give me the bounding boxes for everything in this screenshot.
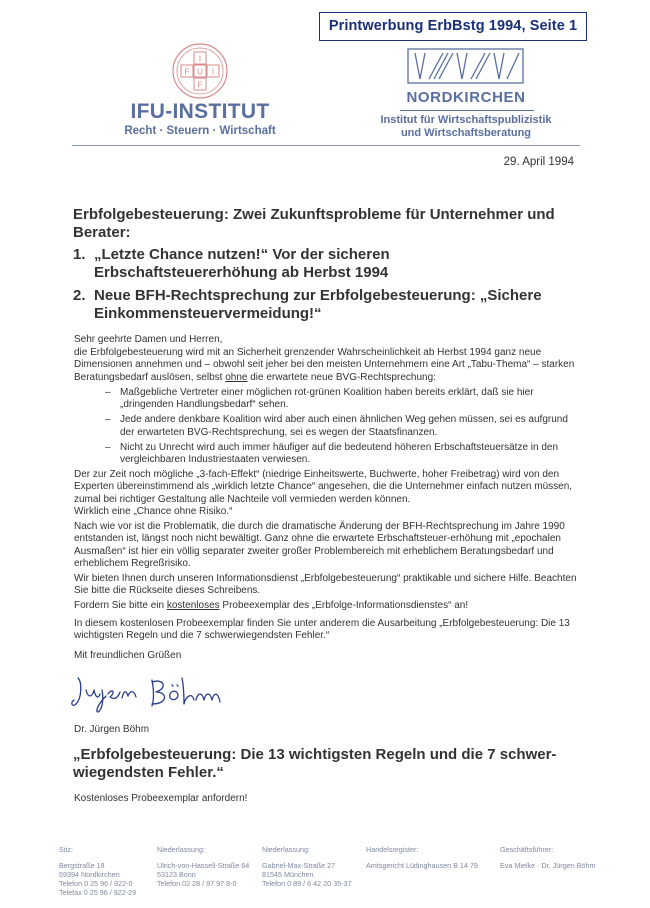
bullet-item: – Jede andere denkbare Koalition wird aber auch einen ähnlichen Weg gehen müssen, sei es aufgrund der erwarteten BVG-Rechtsprechung, sei es wegen der Staatsfinanzen. (105, 414, 575, 439)
nordkirchen-logo-name: NORDKIRCHEN (406, 89, 526, 106)
paragraph-bfh: Nach wie vor ist die Problematik, die durch die dramatische Änderung der BFH-Rechtsprechung im Jahre 1990 entstanden ist, längst noch nicht bewältigt. Ganz ohne die erwartete Erbschaftsteuer-erhöhung mit „epochalen Ausmaßen“ ist hier ein völlig separater zweiter großer Problembereich mit erheblichem Beratungsbedarf und erheblichem Regreßrisiko. (74, 521, 565, 570)
emblem-letter: U (197, 67, 203, 77)
bottom-heading: „Erbfolgebesteuerung: Die 13 wichtigsten Regeln und die 7 schwer-wiegendsten Fehler.“ (73, 746, 557, 781)
footer-line: Bergstraße 18 (59, 861, 105, 870)
print-ad-stamp: Printwerbung ErbBstg 1994, Seite 1 (319, 12, 587, 41)
header-rule (72, 145, 580, 146)
emblem-letter: F (197, 80, 203, 90)
subtitle-line-2: und Wirtschaftsberatung (400, 127, 532, 139)
signer-name: Dr. Jürgen Böhm (74, 724, 150, 735)
closing: Mit freundlichen Grüßen (74, 650, 182, 661)
footer-col-handelsregister (366, 845, 496, 870)
intro-underlined: ohne (225, 371, 248, 383)
footer-line: 53123 Bonn (157, 870, 196, 879)
footer-line: Telefon 0 25 96 / 922-0 (59, 879, 133, 888)
footer-label: Sitz: (59, 845, 73, 854)
nordkirchen-logo-mark (407, 47, 524, 85)
ifu-emblem-logo (171, 42, 229, 100)
heading-item-2 (73, 287, 573, 323)
ifu-logo-name: IFU-INSTITUT (130, 100, 270, 123)
emblem-letter: F (184, 67, 190, 77)
footer-line: Telefon 0 89 / 6 42 20 35-37 (262, 879, 352, 888)
heading-text: „Letzte Chance nutzen!“ Vor der sicheren Erbschaftsteuererhöhung ab Herbst 1994 (94, 246, 390, 281)
subtitle-line-1: Institut für Wirtschaftspublizistik (380, 114, 552, 126)
logo-divider (400, 110, 534, 111)
intro-text: die Erbfolgebesteuerung wird mit an Sicherheit grenzender Wahrscheinlichkeit ab Herbst 1994 ganz neue Dimensionen annehmen und – obwohl seit jeher bei den meisten Unternehmern eine Art „Tabu-Thema“ – starken Beratungsbedarf auslösen, selbst (74, 347, 575, 383)
bullet-item: – Nicht zu Unrecht wird auch immer häufiger auf die bedeutend höheren Erbschaftsteuersätze in den vergleichbaren Industriestaaten verwiesen. (105, 442, 575, 467)
salutation: Sehr geehrte Damen und Herren, (74, 334, 223, 345)
footer-line: 81545 München (262, 870, 314, 879)
heading-text: Neue BFH-Rechtsprechung zur Erbfolgebesteuerung: „Sichere Einkommensteuervermeidung!“ (94, 287, 542, 322)
footer-label: Handelsregister: (366, 845, 419, 854)
footer-label: Niederlassung: (262, 845, 310, 854)
heading-number: 2. (73, 287, 86, 304)
footer-line: Telefax 0 25 96 / 922-29 (59, 888, 137, 897)
bullet-item: – Maßgebliche Vertreter einer möglichen rot-grünen Koalition haben bereits erklärt, daß sie hier „dringenden Handlungsbedarf“ sehen. (105, 387, 575, 412)
paragraph-inside: In diesem kostenlosen Probeexemplar finden Sie unter anderem die Ausarbeitung „Erbfolgebesteuerung: Die 13 wichtigsten Regeln und die 7 schwerwiegendsten Fehler.“ (74, 618, 570, 642)
footer-col-sitz (59, 845, 155, 897)
paragraph-chance: Wirklich eine „Chance ohne Risiko.“ (74, 506, 233, 517)
emblem-letter: U (220, 92, 222, 93)
footer-col-geschaeftsfuehrer (500, 845, 612, 870)
main-heading: Erbfolgebesteuerung: Zwei Zukunftsprobleme für Unternehmer und Berater: (73, 206, 555, 241)
footer-label: Geschäftsführer: (500, 845, 554, 854)
heading-item-1 (73, 246, 573, 282)
footer-line: Telefon 02 28 / 97 97 8-0 (157, 879, 237, 888)
paragraph-offer: Wir bieten Ihnen durch unseren Informationsdienst „Erbfolgebesteuerung“ praktikable und sichere Hilfe. Beachten Sie bitte die Rückseite dieses Schreibens. (74, 573, 577, 597)
paragraph-request (74, 600, 580, 612)
footer-label: Niederlassung: (157, 845, 205, 854)
heading-number: 1. (73, 246, 86, 263)
footer-line: Amtsgericht Lüdinghausen B 14 79 (366, 861, 478, 870)
handwritten-signature (68, 670, 248, 716)
footer-col-muenchen (262, 845, 366, 888)
request-text-end: Probeexemplar des „Erbfolge-Informationsdienstes“ an! (219, 600, 469, 611)
emblem-letter: I (211, 67, 215, 77)
emblem-letter: I (198, 54, 202, 64)
paragraph-3fach-effekt: Der zur Zeit noch mögliche „3-fach-Effekt“ (niedrige Einheitswerte, Buchwerte, hoher Freibetrag) wird von den Experten übereinstimmend als „wirklich letzte Chance“ angesehen, die die Unternehmer einfach nutzen müssen, zumal bei richtiger Gestaltung alle Nachteile voll vermieden werden können. (74, 469, 573, 505)
footer-col-bonn (157, 845, 259, 888)
request-text: Fordern Sie bitte ein (74, 600, 167, 611)
intro-text-end: die erwartete neue BVG-Rechtsprechung: (247, 371, 436, 383)
footer-line: 59394 Nordkirchen (59, 870, 120, 879)
footer-line: Gabriel-Max-Straße 27 (262, 861, 336, 870)
intro-paragraph (74, 347, 580, 384)
letter-date: 29. April 1994 (503, 156, 574, 168)
call-to-action: Kostenloses Probeexemplar anfordern! (74, 793, 248, 804)
request-underlined: kostenloses (166, 600, 220, 611)
footer-line: Ulrich-von-Hassell-Straße 64 (157, 861, 250, 870)
footer-line: Eva Mielke · Dr. Jürgen Böhm (500, 861, 596, 870)
bullet-list (105, 387, 575, 469)
ifu-logo-tagline: Recht · Steuern · Wirtschaft (124, 125, 276, 137)
nordkirchen-logo-subtitle (380, 114, 552, 140)
